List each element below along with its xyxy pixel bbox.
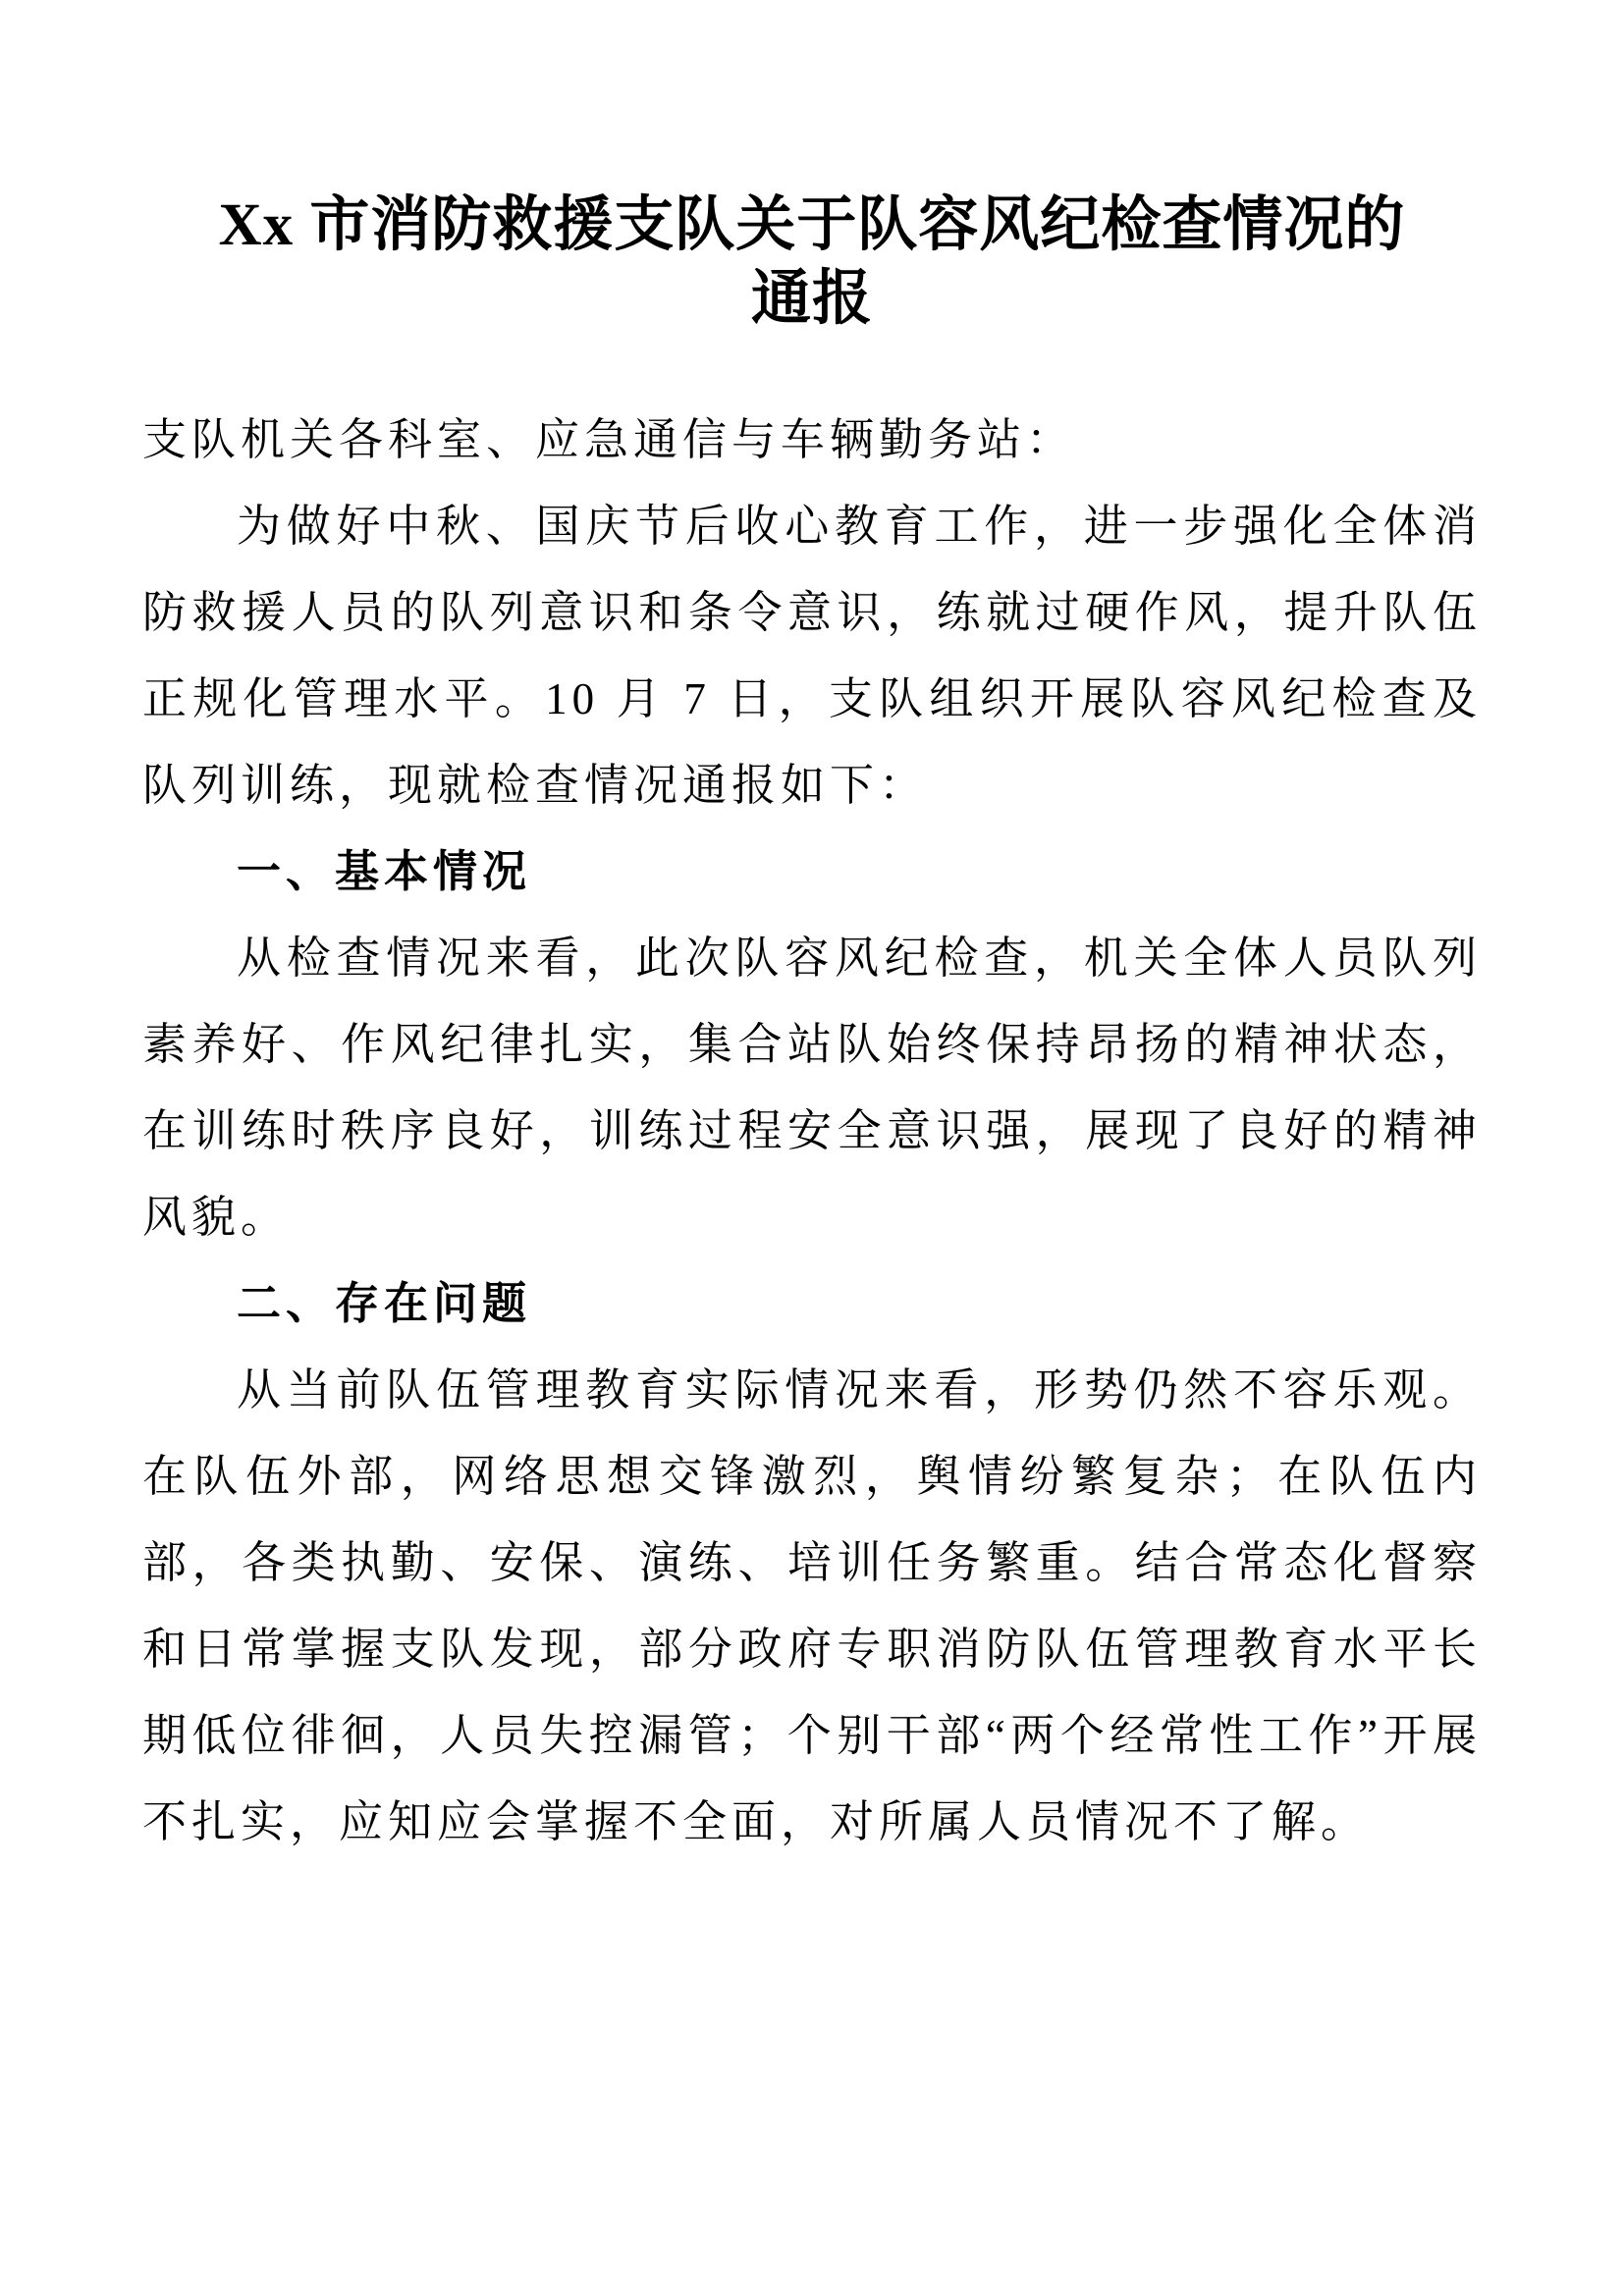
salutation-line: 支队机关各科室、应急通信与车辆勤务站： [142,415,1076,464]
paragraph-intro: 为做好中秋、国庆节后收心教育工作，进一步强化全体消防救援人员的队列意识和条令意识，练就过硬作风，提升队伍正规化管理水平。10 月 7 日，支队组织开展队容风纪检查及队列训练，现就检查情况通报如下： [142,502,1482,810]
section-heading-basic-situation: 一、基本情况 [237,847,532,896]
paragraph-basic-situation: 从检查情况来看，此次队容风纪检查，机关全体人员队列素养好、作风纪律扎实，集合站队始终保持昂扬的精神状态，在训练时秩序良好，训练过程安全意识强，展现了良好的精神风貌。 [142,934,1482,1242]
document-title: Xx 市消防救援支队关于队容风纪检查情况的通报 [218,192,1406,332]
section-heading-problems: 二、存在问题 [237,1279,532,1328]
paragraph-problems: 从当前队伍管理教育实际情况来看，形势仍然不容乐观。在队伍外部，网络思想交锋激烈，舆情纷繁复杂；在队伍内部，各类执勤、安保、演练、培训任务繁重。结合常态化督察和日常掌握支队发现，部分政府专职消防队伍管理教育水平长期低位徘徊，人员失控漏管；个别干部“两个经常性工作”开展不扎实，应知应会掌握不全面，对所属人员情况不了解。 [142,1365,1482,1846]
document-body [142,397,1482,1865]
